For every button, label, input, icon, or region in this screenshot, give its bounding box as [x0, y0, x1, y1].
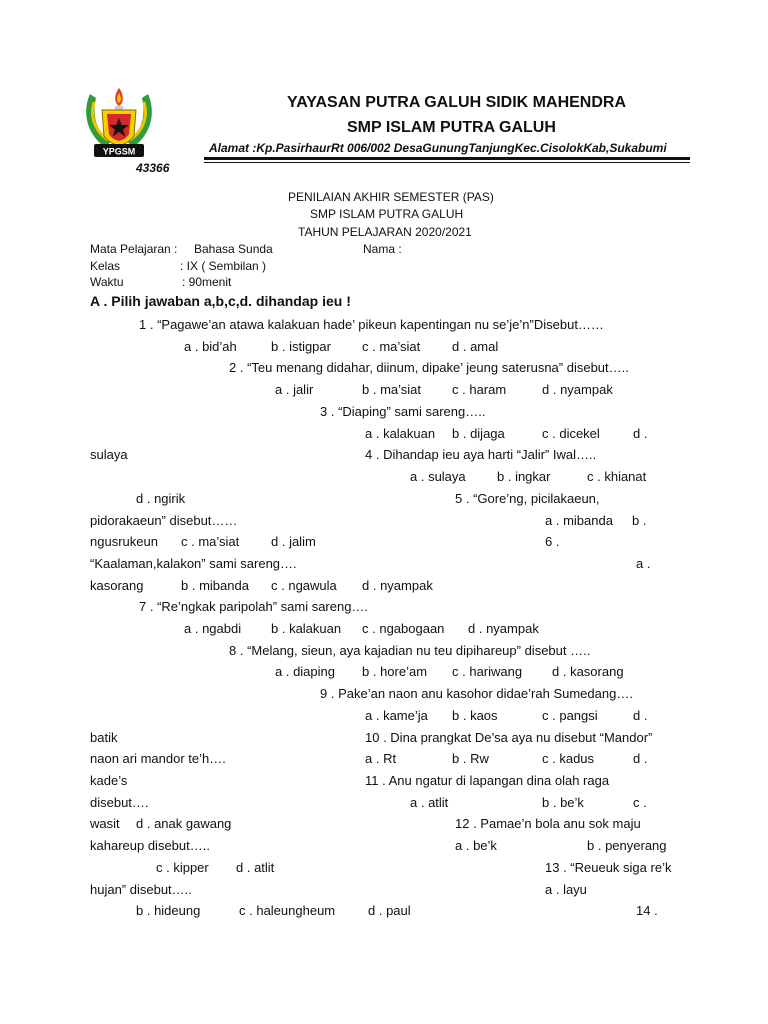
option-a: a . jalir [275, 382, 314, 397]
question-6: “Kaalaman,kalakon” sami sareng…. [90, 556, 297, 571]
option-a: a . diaping [275, 664, 335, 679]
option-b: b . Rw [452, 751, 489, 766]
option-c: c . ngabogaan [362, 621, 445, 636]
question-3: 3 . “Diaping” sami sareng….. [320, 404, 486, 419]
option-d: d . amal [452, 339, 499, 354]
option-d: d . atlit [236, 860, 275, 875]
option-c: c . kipper [156, 860, 209, 875]
question-11: 11 . Anu ngatur di lapangan dina olah raga [365, 773, 610, 788]
option-b: b . ma’siat [362, 382, 422, 397]
option-a: a . [636, 556, 651, 571]
question-7: 7 . “Re’ngkak paripolah” sami sareng…. [139, 599, 369, 614]
option-d: d . nyampak [362, 578, 433, 593]
option-d: d . ngirik [136, 491, 186, 506]
option-a: a . sulaya [410, 469, 466, 484]
logo-text: YPGSM [102, 146, 136, 157]
option-d: d . [633, 751, 648, 766]
option-b: b . kalakuan [271, 621, 342, 636]
option-b: b . ingkar [497, 469, 551, 484]
option-d: d . nyampak [468, 621, 539, 636]
question-12-continued: kahareup disebut….. [90, 838, 210, 853]
time-label: Waktu [90, 275, 124, 289]
option-d-continued: kade’s [90, 773, 128, 788]
question-10-continued: naon ari mandor te’h…. [90, 751, 226, 766]
question-13-continued: hujan” disebut….. [90, 882, 192, 897]
option-a: a . Rt [365, 751, 397, 766]
exam-school: SMP ISLAM PUTRA GALUH [310, 207, 464, 221]
option-d: d . kasorang [552, 664, 624, 679]
option-d: d . [633, 708, 648, 723]
subject-value: Bahasa Sunda [194, 242, 273, 256]
question-11-continued: disebut…. [90, 795, 149, 810]
exam-year: TAHUN PELAJARAN 2020/2021 [298, 225, 472, 239]
option-c: c . ma’siat [181, 534, 240, 549]
option-d-continued: sulaya [90, 447, 128, 462]
option-b: b . kaos [452, 708, 498, 723]
question-5: 5 . “Gore’ng, picilakaeun, [455, 491, 600, 506]
option-a: a . ngabdi [184, 621, 242, 636]
option-c: c . pangsi [542, 708, 598, 723]
option-c: c . hariwang [452, 664, 523, 679]
option-c: c . ma’siat [362, 339, 421, 354]
option-a: a . atlit [410, 795, 449, 810]
option-c: c . [633, 795, 647, 810]
school-logo [80, 84, 158, 162]
foundation-name: YAYASAN PUTRA GALUH SIDIK MAHENDRA [287, 94, 627, 111]
question-9: 9 . Pake’an naon anu kasohor didae’rah Sumedang…. [320, 686, 633, 701]
question-8: 8 . “Melang, sieun, aya kajadian nu teu dipihareup” disebut ….. [229, 643, 591, 658]
school-name: SMP ISLAM PUTRA GALUH [347, 119, 556, 136]
question-1: 1 . “Pagawe’an atawa kalakuan hade’ pikeun kapentingan nu se’je’n”Disebut…… [139, 317, 604, 332]
subject-label: Mata Pelajaran : [90, 242, 178, 256]
option-b: b . hore’am [362, 664, 428, 679]
name-label: Nama : [363, 242, 402, 256]
option-a: a . be’k [455, 838, 497, 853]
option-d: d . anak gawang [136, 816, 232, 831]
header-rule-thin [204, 162, 690, 163]
option-a-continued: kasorang [90, 578, 144, 593]
option-c-continued: wasit [90, 816, 120, 831]
question-4: 4 . Dihandap ieu aya harti “Jalir” Iwal….. [365, 447, 597, 462]
question-10: 10 . Dina prangkat De’sa aya nu disebut “Mandor” [365, 730, 653, 745]
option-c: c . haram [452, 382, 507, 397]
option-d: d . [633, 426, 648, 441]
question-12: 12 . Pamae’n bola anu sok maju [455, 816, 641, 831]
question-6-number: 6 . [545, 534, 560, 549]
option-c: c . khianat [587, 469, 647, 484]
option-c: c . ngawula [271, 578, 337, 593]
time-value: : 90menit [182, 275, 232, 289]
header-rule-thick [204, 157, 690, 160]
option-d: d . paul [368, 903, 411, 918]
option-a: a . layu [545, 882, 587, 897]
option-a: a . kalakuan [365, 426, 436, 441]
question-13: 13 . “Reueuk siga re’k [545, 860, 672, 875]
option-a: a . mibanda [545, 513, 613, 528]
option-d: d . jalim [271, 534, 316, 549]
school-address: Alamat :Kp.PasirhaurRt 006/002 DesaGunungTanjungKec.CisolokKab,Sukabumi [209, 141, 667, 155]
option-d: d . nyampak [542, 382, 613, 397]
option-b: b . istigpar [271, 339, 331, 354]
question-14-number: 14 . [636, 903, 658, 918]
option-b: b . be’k [542, 795, 584, 810]
option-b: b . dijaga [452, 426, 505, 441]
option-c: c . kadus [542, 751, 595, 766]
option-b: b . mibanda [181, 578, 249, 593]
exam-title: PENILAIAN AKHIR SEMESTER (PAS) [288, 190, 494, 204]
postal-code: 43366 [136, 161, 170, 175]
question-5-continued: pidorakaeun” disebut…… [90, 513, 238, 528]
option-c: c . haleungheum [239, 903, 336, 918]
class-label: Kelas [90, 259, 121, 273]
option-b: b . [632, 513, 647, 528]
question-2: 2 . “Teu menang didahar, diinum, dipake’ jeung saterusna” disebut….. [229, 360, 629, 375]
option-b: b . hideung [136, 903, 201, 918]
option-d-continued: batik [90, 730, 118, 745]
option-a: a . bid’ah [184, 339, 237, 354]
option-a: a . kame’ja [365, 708, 428, 723]
option-b-continued: ngusrukeun [90, 534, 158, 549]
class-value: : IX ( Sembilan ) [180, 259, 267, 273]
option-c: c . dicekel [542, 426, 600, 441]
option-b: b . penyerang [587, 838, 667, 853]
section-a-heading: A . Pilih jawaban a,b,c,d. dihandap ieu ! [90, 293, 351, 309]
